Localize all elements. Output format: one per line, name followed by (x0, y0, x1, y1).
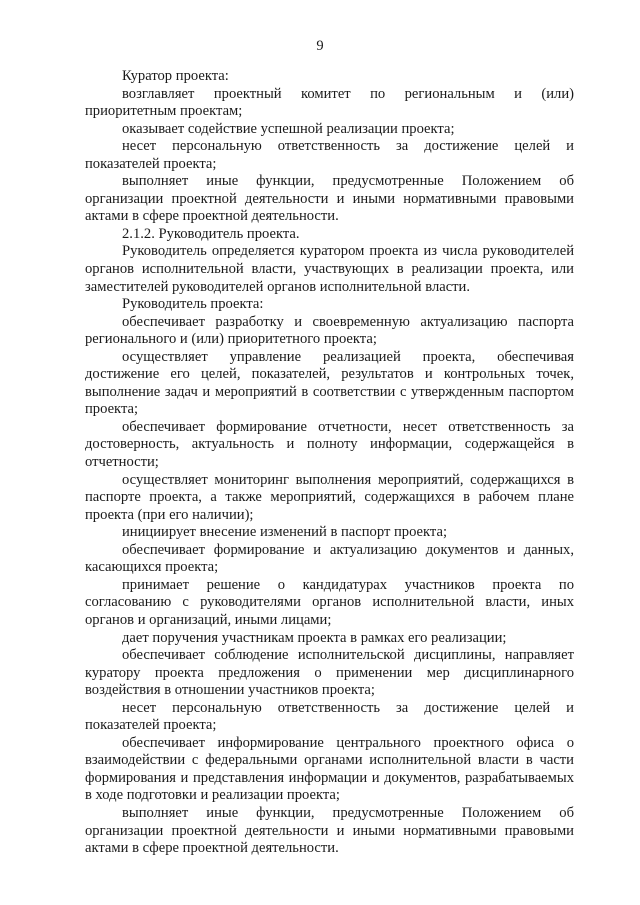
paragraph: осуществляет управление реализацией проекта, обеспечивая достижение его целей, показателей, результатов и контрольных точек, выполнение задач и мероприятий в соответствии с утвержденным паспортом проекта; (85, 348, 574, 418)
paragraph: осуществляет мониторинг выполнения мероприятий, содержащихся в паспорте проекта, а также мероприятий, содержащихся в рабочем плане проекта (при его наличии); (85, 471, 574, 523)
paragraph: дает поручения участникам проекта в рамках его реализации; (122, 629, 507, 646)
paragraph: обеспечивает формирование отчетности, несет ответственность за достоверность, актуальность и полноту информации, содержащейся в отчетности; (85, 418, 574, 471)
section-heading: 2.1.2. Руководитель проекта. (122, 225, 300, 242)
paragraph: выполняет иные функции, предусмотренные Положением об организации проектной деятельности и иными нормативными правовыми актами в сфере проектной деятельности. (85, 173, 574, 225)
paragraph: Руководитель проекта: (122, 296, 264, 313)
paragraph: оказывает содействие успешной реализации проекта; (122, 120, 455, 137)
paragraph: несет персональную ответственность за достижение целей и показателей проекта; (85, 699, 574, 734)
paragraph: обеспечивает разработку и своевременную актуализацию паспорта регионального и (или) приоритетного проекта; (85, 313, 574, 348)
paragraph: возглавляет проектный комитет по региональным и (или) приоритетным проектам; (85, 85, 574, 120)
paragraph: несет персональную ответственность за достижение целей и показателей проекта; (85, 138, 574, 172)
page-number: 9 (316, 38, 324, 54)
document-body (85, 68, 574, 858)
paragraph: выполняет иные функции, предусмотренные Положением об организации проектной деятельности и иными нормативными правовыми актами в сфере проектной деятельности. (85, 804, 574, 857)
paragraph: обеспечивает информирование центрального проектного офиса о взаимодействии с федеральными органами исполнительной власти в части формирования и представления информации и документов, разрабатываемых в ходе подготовки и реализации проекта; (85, 734, 574, 804)
paragraph: обеспечивает соблюдение исполнительской дисциплины, направляет куратору проекта предложения о применении мер дисциплинарного воздействия в отношении участников проекта; (85, 647, 574, 699)
paragraph: Руководитель определяется куратором проекта из числа руководителей органов исполнительной власти, участвующих в реализации проекта, или заместителей руководителей органов исполнительной власти. (85, 243, 574, 295)
paragraph: Куратор проекта: (122, 68, 229, 84)
paragraph: инициирует внесение изменений в паспорт проекта; (122, 524, 448, 541)
paragraph: принимает решение о кандидатурах участников проекта по согласованию с руководителями органов исполнительной власти, иных органов и организаций, иными лицами; (85, 576, 574, 628)
paragraph: обеспечивает формирование и актуализацию документов и данных, касающихся проекта; (85, 541, 574, 576)
